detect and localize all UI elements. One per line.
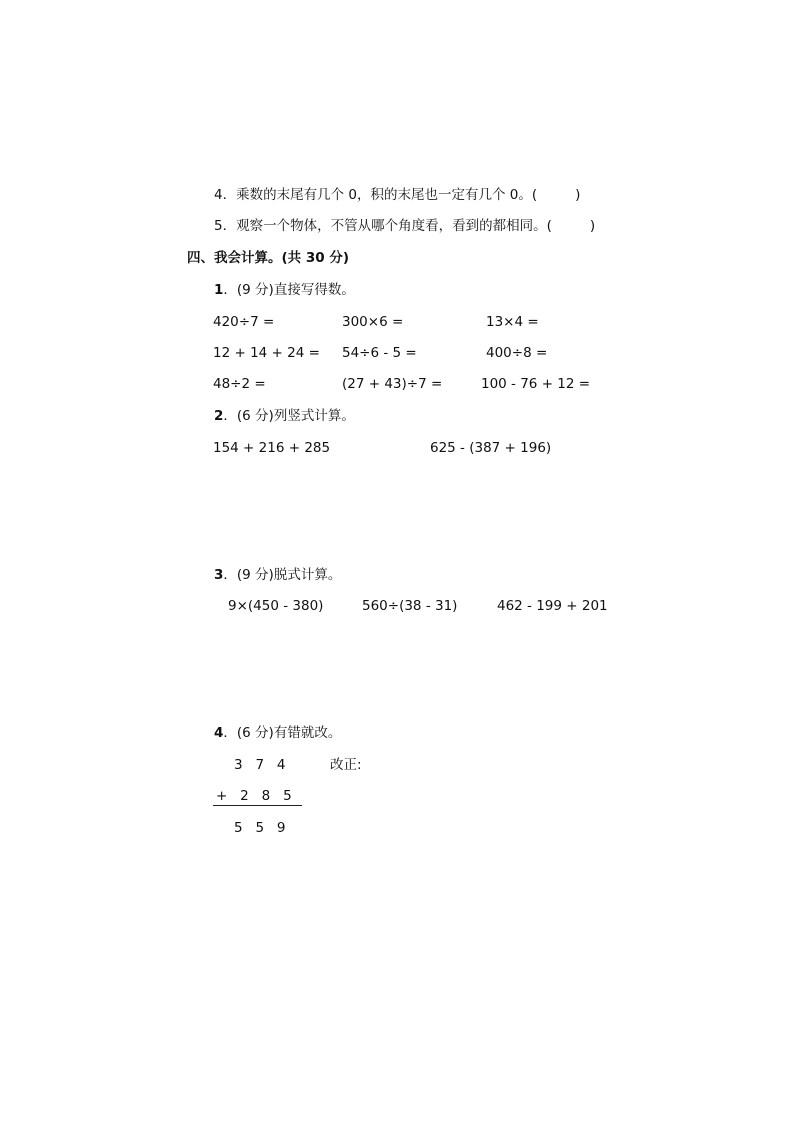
sum-rule bbox=[213, 805, 302, 806]
question-number: 5 bbox=[214, 218, 223, 234]
oral-calc-item[interactable]: (27 + 43)÷7 = bbox=[342, 376, 443, 392]
oral-calc-item[interactable]: 12 + 14 + 24 = bbox=[213, 345, 320, 361]
part-4-heading bbox=[214, 724, 341, 742]
addition-line-1: 3 7 4 bbox=[234, 757, 286, 773]
addition-result: 5 5 9 bbox=[234, 820, 286, 836]
oral-calc-item[interactable]: 48÷2 = bbox=[213, 376, 266, 392]
tf-question-5 bbox=[214, 217, 595, 235]
part-1-heading bbox=[214, 281, 355, 299]
oral-calc-item[interactable]: 54÷6 - 5 = bbox=[342, 345, 417, 361]
question-text: ．观察一个物体，不管从哪个角度看，看到的都相同。( bbox=[222, 218, 552, 234]
oral-calc-item[interactable]: 100 - 76 + 12 = bbox=[481, 376, 591, 392]
correction-label: 改正: bbox=[330, 757, 362, 773]
close-paren: ) bbox=[575, 187, 581, 203]
part-3-heading bbox=[214, 566, 341, 584]
stepwise-calc-item[interactable]: 462 - 199 + 201 bbox=[497, 598, 608, 614]
section-title: 四、我会计算。(共 30 分) bbox=[187, 250, 350, 266]
close-paren: ) bbox=[589, 218, 596, 234]
oral-calc-item[interactable]: 300×6 = bbox=[342, 314, 404, 330]
part-number: 1 bbox=[214, 282, 224, 298]
part-number: 3 bbox=[214, 567, 224, 583]
stepwise-calc-item[interactable]: 9×(450 - 380) bbox=[228, 598, 324, 614]
part-text: ．(6 分)列竖式计算。 bbox=[223, 408, 355, 424]
question-text: ．乘数的末尾有几个 0，积的末尾也一定有几个 0。( bbox=[222, 187, 538, 203]
tf-question-4 bbox=[214, 186, 580, 204]
vertical-calc-item[interactable]: 154 + 216 + 285 bbox=[213, 440, 331, 456]
part-text: ．(9 分)直接写得数。 bbox=[223, 282, 355, 298]
stepwise-calc-item[interactable]: 560÷(38 - 31) bbox=[362, 598, 458, 614]
vertical-calc-item[interactable]: 625 - (387 + 196) bbox=[430, 440, 552, 456]
part-text: ．(6 分)有错就改。 bbox=[223, 725, 342, 741]
question-number: 4 bbox=[214, 187, 223, 203]
part-2-heading bbox=[214, 407, 355, 425]
part-number: 4 bbox=[214, 725, 224, 741]
part-text: ．(9 分)脱式计算。 bbox=[223, 567, 342, 583]
oral-calc-item[interactable]: 13×4 = bbox=[486, 314, 539, 330]
addition-line-2: + 2 8 5 bbox=[216, 788, 292, 804]
oral-calc-item[interactable]: 420÷7 = bbox=[213, 314, 275, 330]
oral-calc-item[interactable]: 400÷8 = bbox=[486, 345, 548, 361]
part-number: 2 bbox=[214, 408, 224, 424]
